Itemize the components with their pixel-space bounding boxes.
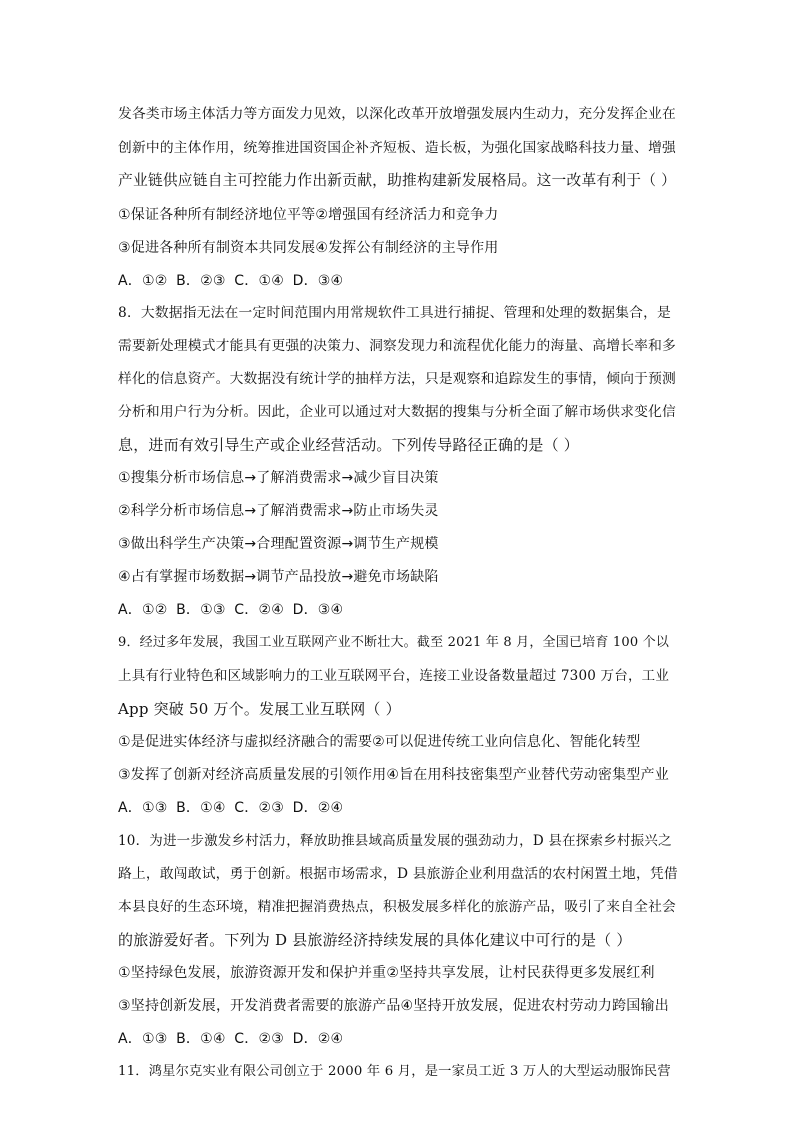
q8-option-line: ②科学分析市场信息→了解消费需求→防止市场失灵 <box>118 503 439 519</box>
q10-text-line: 的旅游爱好者。下列为 D 县旅游经济持续发展的具体化建议中可行的是（ ） <box>118 931 632 949</box>
q9-text-line: App 突破 50 万个。发展工业互联网（ ） <box>118 700 401 718</box>
q9-text-line: 9．经过多年发展，我国工业互联网产业不断壮大。截至 2021 年 8 月，全国已培育 100 个以 <box>118 635 670 650</box>
q9-answer-choices: A．①③ B．①④ C．②③ D．②④ <box>118 800 344 816</box>
q8-text-line: 需要新处理模式才能具有更强的决策力、洞察发现力和流程优化能力的海量、高增长率和多 <box>118 338 677 354</box>
q8-text-line: 息，进而有效引导生产或企业经营活动。下列传导路径正确的是（ ） <box>118 436 579 454</box>
q9-option-line: ③发挥了创新对经济高质量发展的引领作用④旨在用科技密集型产业替代劳动密集型产业 <box>118 767 669 783</box>
q9-option-line: ①是促进实体经济与虚拟经济融合的需要②可以促进传统工业向信息化、智能化转型 <box>118 734 641 750</box>
q8-text-line: 样化的信息资产。大数据没有统计学的抽样方法，只是观察和追踪发生的事情，倾向于预测 <box>118 371 677 387</box>
q7-answer-choices: A．①② B．②③ C．①④ D．③④ <box>118 273 344 289</box>
q10-text-line: 路上，敢闯敢试，勇于创新。根据市场需求，D 县旅游企业利用盘活的农村闲置土地，凭借 <box>118 866 678 882</box>
q7-option-line: ③促进各种所有制资本共同发展④发挥公有制经济的主导作用 <box>118 240 499 256</box>
q7-text-line: 产业链供应链自主可控能力作出新贡献，助推构建新发展格局。这一改革有利于（ ） <box>118 172 677 189</box>
q9-text-line: 上具有行业特色和区域影响力的工业互联网平台，连接工业设备数量超过 7300 万台，工业 <box>118 668 670 684</box>
q11-text-line: 11．鸿星尔克实业有限公司创立于 2000 年 6 月，是一家员工近 3 万人的大型运动服饰民营 <box>118 1064 671 1079</box>
q10-text-line: 10．为进一步激发乡村活力，释放助推县域高质量发展的强劲动力，D 县在探索乡村振兴之 <box>118 833 672 849</box>
q8-option-line: ④占有掌握市场数据→调节产品投放→避免市场缺陷 <box>118 569 439 585</box>
q7-option-line: ①保证各种所有制经济地位平等②增强国有经济活力和竞争力 <box>118 207 499 223</box>
q10-text-line: 本县良好的生态环境，精准把握消费热点，积极发展多样化的旅游产品，吸引了来自全社会 <box>118 899 677 915</box>
q8-option-line: ①搜集分析市场信息→了解消费需求→减少盲目决策 <box>118 470 439 486</box>
q10-option-line: ①坚持绿色发展，旅游资源开发和保护并重②坚持共享发展，让村民获得更多发展红利 <box>118 965 655 981</box>
q7-text-line: 发各类市场主体活力等方面发力见效，以深化改革开放增强发展内生动力，充分发挥企业在 <box>118 106 677 122</box>
q8-option-line: ③做出科学生产决策→合理配置资源→调节生产规模 <box>118 536 439 552</box>
q7-text-line: 创新中的主体作用，统筹推进国资国企补齐短板、造长板，为强化国家战略科技力量、增强 <box>118 140 677 156</box>
q8-text-line: 8．大数据指无法在一定时间范围内用常规软件工具进行捕捉、管理和处理的数据集合，是 <box>118 305 672 321</box>
q10-answer-choices: A．①③ B．①④ C．②③ D．②④ <box>118 1031 344 1047</box>
q10-option-line: ③坚持创新发展，开发消费者需要的旅游产品④坚持开放发展，促进农村劳动力跨国输出 <box>118 998 669 1014</box>
q8-answer-choices: A．①② B．①③ C．②④ D．③④ <box>118 602 344 618</box>
q8-text-line: 分析和用户行为分析。因此，企业可以通过对大数据的搜集与分析全面了解市场供求变化信 <box>118 404 677 420</box>
